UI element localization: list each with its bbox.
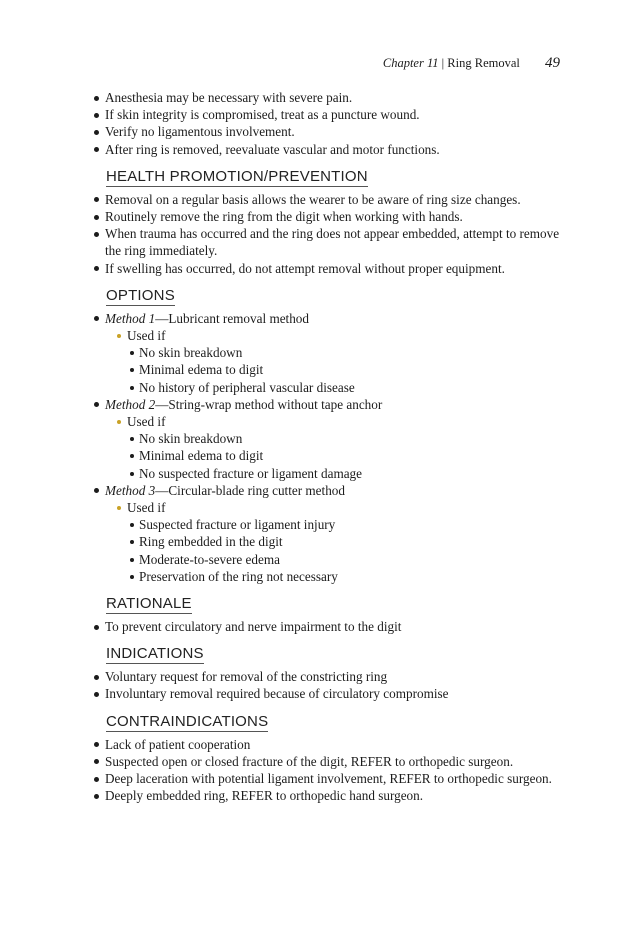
list-item: When trauma has occurred and the ring does not appear embedded, attempt to remove the ring immediately. (93, 225, 563, 259)
used-if-list (105, 499, 563, 516)
criteria-item: Moderate-to-severe edema (105, 551, 563, 568)
list-item: If swelling has occurred, do not attempt removal without proper equipment. (93, 260, 563, 277)
list-item: After ring is removed, reevaluate vascular and motor functions. (93, 141, 563, 158)
list-item: Verify no ligamentous involvement. (93, 123, 563, 140)
method-description: —Lubricant removal method (155, 310, 309, 326)
rationale-list (93, 618, 563, 635)
section-heading-health-promotion: HEALTH PROMOTION/PREVENTION (106, 167, 368, 185)
criteria-item: No skin breakdown (105, 430, 563, 447)
criteria-list (105, 344, 563, 396)
criteria-item: No history of peripheral vascular disease (105, 379, 563, 396)
criteria-list (105, 430, 563, 482)
list-item: Lack of patient cooperation (93, 736, 563, 753)
indications-list (93, 668, 563, 702)
list-item: If skin integrity is compromised, treat as a puncture wound. (93, 106, 563, 123)
list-item: To prevent circulatory and nerve impairment to the digit (93, 618, 563, 635)
method-description: —Circular-blade ring cutter method (155, 482, 345, 498)
used-if-list (105, 327, 563, 344)
indications-section (93, 635, 563, 702)
list-item: Voluntary request for removal of the constricting ring (93, 668, 563, 685)
criteria-item: Minimal edema to digit (105, 361, 563, 378)
used-if-list (105, 413, 563, 430)
section-heading-rationale: RATIONALE (106, 595, 192, 613)
chapter-number: Chapter 11 (382, 56, 439, 70)
list-item: Involuntary removal required because of circulatory compromise (93, 685, 563, 702)
method-name: Method 2 (105, 396, 156, 412)
chapter-title: Ring Removal (447, 56, 520, 70)
contraindications-list (93, 736, 563, 805)
used-if-label: Used if (105, 499, 563, 516)
options-section (93, 277, 563, 585)
running-head (383, 55, 560, 72)
header-separator: | (441, 56, 445, 70)
list-item: Deep laceration with potential ligament involvement, REFER to orthopedic surgeon. (93, 770, 563, 787)
list-item: Anesthesia may be necessary with severe pain. (93, 89, 563, 106)
method-name: Method 3 (105, 482, 156, 498)
page-number: 49 (545, 55, 560, 71)
criteria-list (105, 516, 563, 585)
section-heading-options: OPTIONS (106, 286, 175, 304)
list-item: Removal on a regular basis allows the wearer to be aware of ring size changes. (93, 191, 563, 208)
method-name: Method 1 (105, 310, 156, 326)
criteria-item: Suspected fracture or ligament injury (105, 516, 563, 533)
intro-bullet-list (93, 89, 563, 158)
criteria-item: Preservation of the ring not necessary (105, 568, 563, 585)
list-item: Deeply embedded ring, REFER to orthopedic hand surgeon. (93, 787, 563, 804)
method-item (93, 482, 563, 585)
used-if-label: Used if (105, 413, 563, 430)
criteria-item: Ring embedded in the digit (105, 533, 563, 550)
page-content (93, 89, 563, 805)
criteria-item: No skin breakdown (105, 344, 563, 361)
method-description: —String-wrap method without tape anchor (155, 396, 383, 412)
health-promotion-section (93, 158, 563, 277)
method-item (93, 310, 563, 396)
criteria-item: No suspected fracture or ligament damage (105, 465, 563, 482)
list-item: Routinely remove the ring from the digit when working with hands. (93, 208, 563, 225)
method-item (93, 396, 563, 482)
health-promotion-list (93, 191, 563, 277)
list-item: Suspected open or closed fracture of the digit, REFER to orthopedic surgeon. (93, 753, 563, 770)
criteria-item: Minimal edema to digit (105, 447, 563, 464)
rationale-section (93, 585, 563, 635)
contraindications-section (93, 703, 563, 805)
used-if-label: Used if (105, 327, 563, 344)
section-heading-contraindications: CONTRAINDICATIONS (106, 712, 269, 730)
options-list (93, 310, 563, 585)
section-heading-indications: INDICATIONS (106, 645, 204, 663)
